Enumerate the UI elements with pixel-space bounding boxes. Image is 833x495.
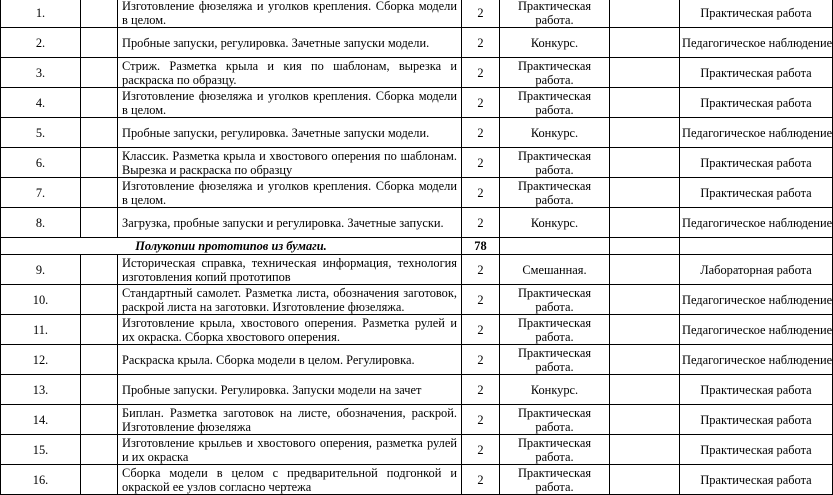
table-row: [1, 465, 833, 495]
empty-cell: [610, 405, 680, 435]
empty-cell: [610, 118, 680, 148]
lesson-form: Смешанная.: [500, 255, 610, 285]
lesson-form: Практическая работа.: [500, 58, 610, 88]
control-form: Практическая работа: [680, 435, 833, 465]
table-row: [1, 88, 833, 118]
lesson-form: Практическая работа.: [500, 178, 610, 208]
empty-cell: [610, 148, 680, 178]
empty-cell: [81, 208, 118, 238]
hours-cell: 2: [462, 375, 500, 405]
row-number: 12.: [1, 345, 81, 375]
empty-cell: [610, 238, 680, 255]
row-number: 6.: [1, 148, 81, 178]
row-number: 4.: [1, 88, 81, 118]
lesson-form: Практическая работа.: [500, 345, 610, 375]
empty-cell: [81, 255, 118, 285]
empty-cell: [81, 435, 118, 465]
empty-cell: [610, 345, 680, 375]
hours-cell: 2: [462, 285, 500, 315]
table-row: [1, 375, 833, 405]
hours-cell: 2: [462, 405, 500, 435]
row-number: 1.: [1, 0, 81, 28]
hours-cell: 2: [462, 315, 500, 345]
table-row: [1, 208, 833, 238]
empty-cell: [81, 345, 118, 375]
empty-cell: [81, 0, 118, 28]
empty-cell: [610, 465, 680, 495]
lesson-form: Практическая работа.: [500, 405, 610, 435]
row-number: 8.: [1, 208, 81, 238]
topic-description: Стриж. Разметка крыла и кия по шаблонам, вырезка и раскраска по образцу.: [118, 58, 462, 88]
topic-description: Загрузка, пробные запуски и регулировка. Зачетные запуски.: [118, 208, 462, 238]
row-number: 2.: [1, 28, 81, 58]
empty-cell: [81, 375, 118, 405]
empty-cell: [610, 28, 680, 58]
control-form: Педагогическое наблюдение: [680, 28, 833, 58]
topic-description: Изготовление фюзеляжа и уголков крепления. Сборка модели в целом.: [118, 88, 462, 118]
empty-cell: [610, 178, 680, 208]
table-row: [1, 315, 833, 345]
empty-cell: [81, 315, 118, 345]
row-number: 14.: [1, 405, 81, 435]
topic-description: Изготовление крыла, хвостового оперения. Разметка рулей и их окраска. Сборка хвостового оперения.: [118, 315, 462, 345]
topic-description: Изготовление фюзеляжа и уголков крепления. Сборка модели в целом.: [118, 0, 462, 28]
hours-cell: 2: [462, 118, 500, 148]
empty-cell: [610, 88, 680, 118]
lesson-form: Конкурс.: [500, 208, 610, 238]
lesson-form: Практическая работа.: [500, 148, 610, 178]
topic-description: Изготовление фюзеляжа и уголков крепления. Сборка модели в целом.: [118, 178, 462, 208]
hours-cell: 2: [462, 178, 500, 208]
row-number: 5.: [1, 118, 81, 148]
control-form: Практическая работа: [680, 178, 833, 208]
empty-cell: [610, 255, 680, 285]
topic-description: Сборка модели в целом с предварительной подгонкой и окраской ее узлов согласно чертежа: [118, 465, 462, 495]
empty-cell: [680, 238, 833, 255]
empty-cell: [610, 0, 680, 28]
row-number: 13.: [1, 375, 81, 405]
empty-cell: [81, 178, 118, 208]
control-form: Практическая работа: [680, 465, 833, 495]
empty-cell: [610, 208, 680, 238]
hours-cell: 2: [462, 88, 500, 118]
control-form: Педагогическое наблюдение: [680, 315, 833, 345]
row-number: 15.: [1, 435, 81, 465]
topic-description: Классик. Разметка крыла и хвостового оперения по шаблонам. Вырезка и раскраска по образцу: [118, 148, 462, 178]
empty-cell: [610, 375, 680, 405]
lesson-form: Практическая работа.: [500, 285, 610, 315]
section-row: [1, 238, 833, 255]
empty-cell: [81, 58, 118, 88]
table-row: [1, 405, 833, 435]
lesson-form: Конкурс.: [500, 28, 610, 58]
row-number: 7.: [1, 178, 81, 208]
empty-cell: [81, 88, 118, 118]
control-form: Практическая работа: [680, 0, 833, 28]
table-row: [1, 148, 833, 178]
control-form: Педагогическое наблюдение: [680, 285, 833, 315]
topic-description: Стандартный самолет. Разметка листа, обозначения заготовок, раскрой листа на заготовки. Изготовление фюзеляжа.: [118, 285, 462, 315]
control-form: Практическая работа: [680, 88, 833, 118]
row-number: 3.: [1, 58, 81, 88]
control-form: Практическая работа: [680, 405, 833, 435]
lesson-form: Конкурс.: [500, 118, 610, 148]
empty-cell: [610, 435, 680, 465]
empty-cell: [610, 285, 680, 315]
table-row: [1, 285, 833, 315]
topic-description: Пробные запуски. Регулировка. Запуски модели на зачет: [118, 375, 462, 405]
row-number: 9.: [1, 255, 81, 285]
hours-cell: 2: [462, 465, 500, 495]
empty-cell: [81, 118, 118, 148]
empty-cell: [81, 465, 118, 495]
empty-cell: [81, 285, 118, 315]
topic-description: Изготовление крыльев и хвостового оперения, разметка рулей и их окраска: [118, 435, 462, 465]
row-number: 16.: [1, 465, 81, 495]
table-row: [1, 255, 833, 285]
control-form: Практическая работа: [680, 58, 833, 88]
table-row: [1, 58, 833, 88]
hours-cell: 2: [462, 435, 500, 465]
table-row: [1, 345, 833, 375]
lesson-form: Конкурс.: [500, 375, 610, 405]
topic-description: Раскраска крыла. Сборка модели в целом. Регулировка.: [118, 345, 462, 375]
control-form: Педагогическое наблюдение: [680, 118, 833, 148]
control-form: Практическая работа: [680, 148, 833, 178]
control-form: Лабораторная работа: [680, 255, 833, 285]
table-row: [1, 0, 833, 28]
empty-cell: [610, 58, 680, 88]
hours-cell: 2: [462, 58, 500, 88]
lesson-form: Практическая работа.: [500, 0, 610, 28]
lesson-form: Практическая работа.: [500, 435, 610, 465]
topic-description: Биплан. Разметка заготовок на листе, обозначения, раскрой. Изготовление фюзеляжа: [118, 405, 462, 435]
control-form: Педагогическое наблюдение: [680, 345, 833, 375]
control-form: Педагогическое наблюдение: [680, 208, 833, 238]
topic-description: Историческая справка, техническая информация, технология изготовления копий прототипов: [118, 255, 462, 285]
hours-cell: 2: [462, 0, 500, 28]
hours-cell: 2: [462, 345, 500, 375]
hours-cell: 2: [462, 28, 500, 58]
section-title: Полукопии прототипов из бумаги.: [1, 238, 462, 255]
lesson-form: Практическая работа.: [500, 465, 610, 495]
table-row: [1, 178, 833, 208]
control-form: Практическая работа: [680, 375, 833, 405]
hours-cell: 2: [462, 255, 500, 285]
empty-cell: [500, 238, 610, 255]
row-number: 11.: [1, 315, 81, 345]
hours-cell: 2: [462, 208, 500, 238]
lesson-form: Практическая работа.: [500, 315, 610, 345]
section-hours: 78: [462, 238, 500, 255]
topic-description: Пробные запуски, регулировка. Зачетные запуски модели.: [118, 28, 462, 58]
table-row: [1, 28, 833, 58]
empty-cell: [610, 315, 680, 345]
empty-cell: [81, 405, 118, 435]
table-row: [1, 118, 833, 148]
table-row: [1, 435, 833, 465]
topic-description: Пробные запуски, регулировка. Зачетные запуски модели.: [118, 118, 462, 148]
row-number: 10.: [1, 285, 81, 315]
lesson-form: Практическая работа.: [500, 88, 610, 118]
empty-cell: [81, 148, 118, 178]
hours-cell: 2: [462, 148, 500, 178]
empty-cell: [81, 28, 118, 58]
